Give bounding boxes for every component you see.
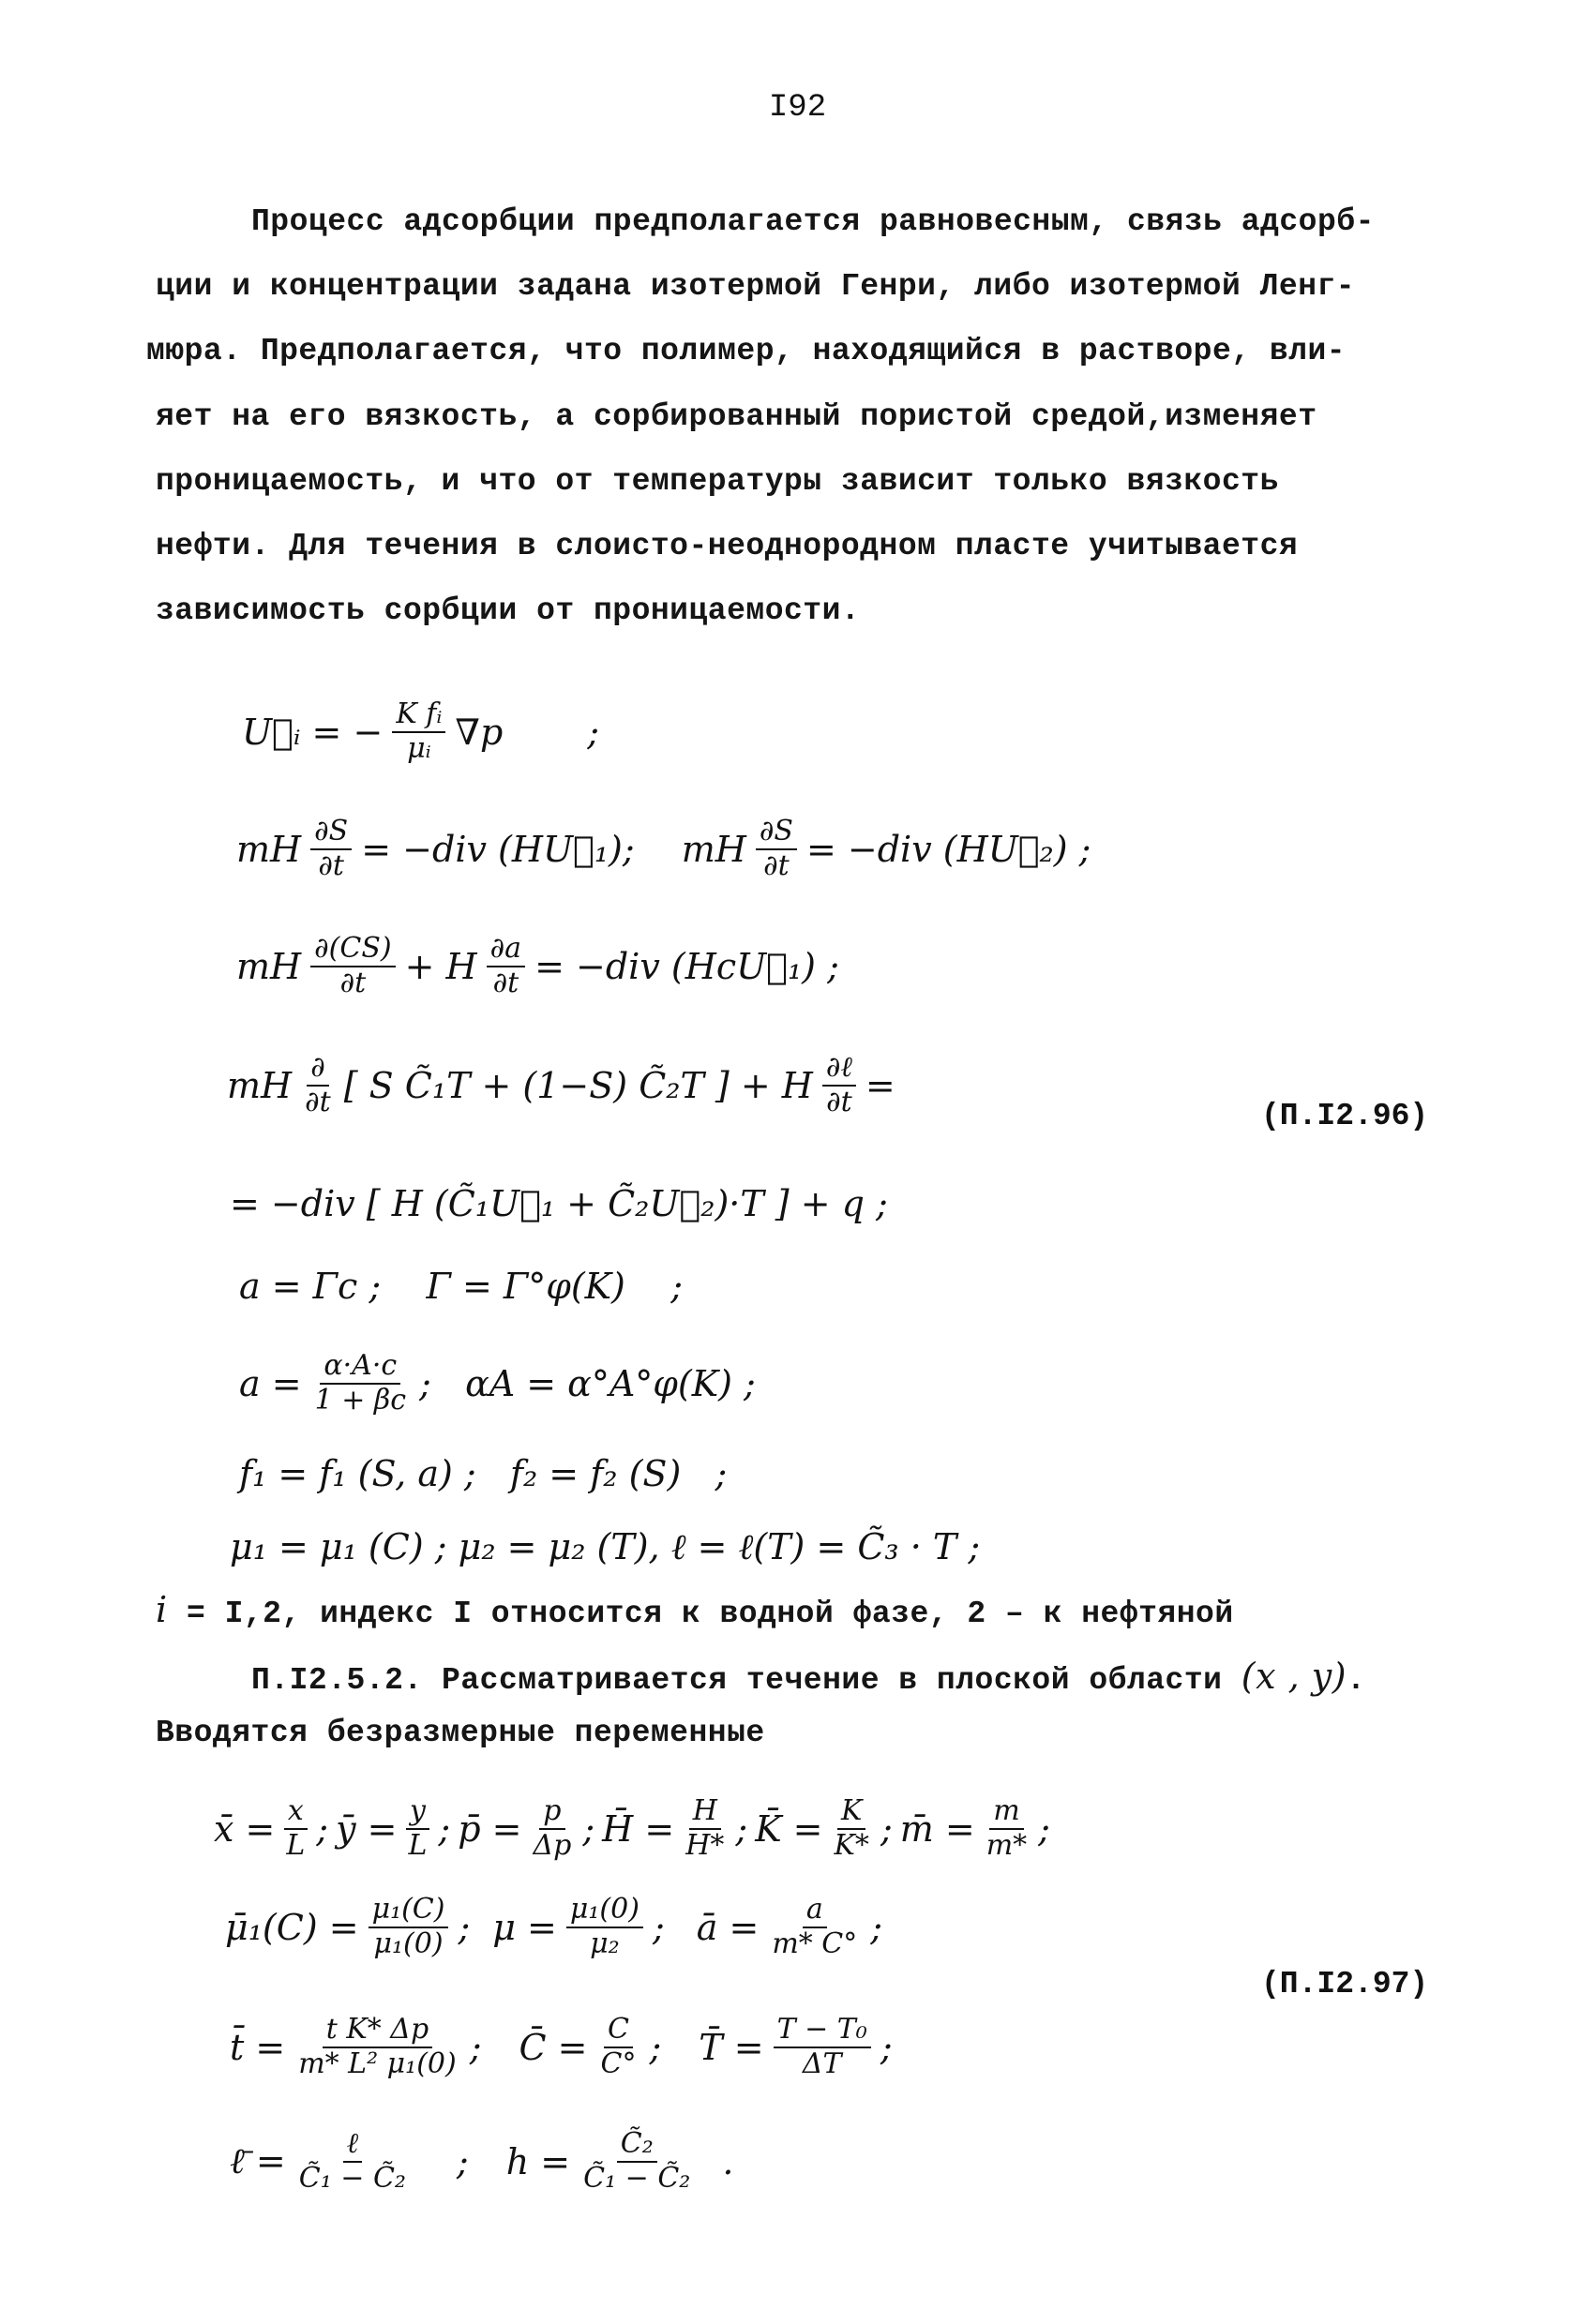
paragraph-line-7: зависимость сорбции от проницаемости. [156,593,861,628]
var-lhs: K̄ = [755,1807,823,1850]
paragraph-line-6: нефти. Для течения в слоисто-неоднородном пласте учитывается [156,529,1299,563]
var-lhs: t̄ = [230,2026,286,2068]
fraction: $\frac{y}{L}$ [404,1795,430,1862]
sep: ; [735,1807,748,1850]
equation-polymer [236,933,839,999]
intro-line: Вводятся безразмерные переменные [156,1716,765,1750]
fraction: $\frac{\text{μ₁(C)}}{\text{μ₁(0)}}$ [369,1894,449,1960]
eq-lhs-2: mH [681,828,746,870]
fraction: $\frac{\text{t K* Δp}}{\text{m* L² μ₁(0)}}$ [298,2013,457,2080]
eq-text: = −div [ H (C̃₁U⃗₁ + C̃₂U⃗₂)·T ] + q ; [230,1183,888,1224]
eq-text: a = Γc ; Γ = Γ°φ(K) ; [239,1266,683,1307]
equation-label-96: (П.I2.96) [1261,1099,1429,1133]
fraction: $\frac{\partial S}{\partial t}$ [756,816,797,882]
fraction: $\frac{\text{T − T₀}}{\Delta T}$ [774,2014,871,2080]
var-lhs: p̄ = [458,1807,522,1850]
index-note-text: = I,2, индекс I относится к водной фазе, 2 – к нефтяной [167,1597,1234,1631]
sep: ; [880,2026,893,2068]
dimensionless-row-2 [225,1894,882,1960]
equation-henry [239,1266,683,1307]
eq-rhs: ∇p [455,711,504,753]
section-line [251,1656,1365,1698]
page-number: I92 [768,90,827,126]
paragraph-line-5: проницаемость, и что от температуры зависит только вязкость [156,464,1279,499]
equation-energy-2 [230,1183,888,1224]
fraction: $\frac{K}{K*}$ [834,1794,869,1862]
eq-text: f₁ = f₁ (S, a) ; f₂ = f₂ (S) ; [239,1453,728,1494]
paragraph-line-2: ции и концентрации задана изотермой Генри, либо изотермой Ленг- [156,269,1356,304]
sep: ; [438,1807,451,1850]
eq-lhs: mH [236,828,302,870]
fraction: $\frac{\text{ℓ}}{\text{C̃₁ − C̃₂}}$ [298,2127,406,2195]
fraction: $\frac{p}{\Delta p}$ [533,1794,572,1862]
fraction: $\frac{\partial}{\partial t}$ [305,1051,331,1118]
fraction: $\frac{a}{m* C^\circ}$ [772,1893,858,1960]
equation-label-97: (П.I2.97) [1261,1967,1429,2002]
sep: ; [469,2026,482,2068]
fraction: $\frac{H}{H*}$ [685,1794,725,1862]
sep: ; [652,1906,665,1948]
fraction: $\frac{\partial(CS)}{\partial t}$ [310,933,395,999]
var-lhs: x̄ = [214,1807,276,1850]
sep: ; [458,1906,471,1948]
equation-langmuir [239,1350,756,1417]
dimensionless-row-4 [230,2128,733,2195]
eq-lhs: mH [227,1064,293,1106]
sep: ; [316,1807,329,1850]
eq-mid: + H [404,945,477,987]
var-lhs: C̄ = [519,2026,588,2068]
fraction: $\frac{\partial a}{\partial t}$ [487,933,525,999]
dimensionless-row-3 [230,2014,893,2080]
fraction: $\frac{\alpha\cdot A\cdot c}{1 + \beta c}$ [314,1349,407,1417]
sep: ; [870,1906,883,1948]
fraction: $\frac{\partial S}{\partial t}$ [310,816,352,882]
var-lhs: μ = [492,1906,557,1948]
eq-rhs: = −div (HU⃗₁); [361,828,635,870]
section-end: . [1347,1663,1366,1698]
var-lhs: m̄ = [899,1807,975,1850]
eq-lhs: a = [239,1362,302,1404]
dimensionless-row-1 [214,1795,1050,1862]
section-math: (x , y) [1241,1656,1347,1697]
var-lhs: T̄ = [699,2026,764,2068]
sep: . [722,2140,734,2182]
var-lhs: ℓ̄ = [230,2140,286,2182]
fraction: $\frac{x}{L}$ [282,1795,308,1862]
fraction: $\frac{\text{C̃₂}}{\text{C̃₁ − C̃₂}}$ [583,2127,691,2195]
paragraph-line-3: мюра. Предполагается, что полимер, находящийся в растворе, вли- [146,334,1347,368]
sep: ; [1038,1807,1050,1850]
fraction: $\frac{\text{μ₁(0)}}{\text{μ₂}}$ [566,1894,643,1960]
eq-end: ; [587,711,600,753]
var-lhs: ȳ = [336,1807,398,1850]
sep: ; [649,2026,662,2068]
eq-rhs: ; αA = α°A°φ(K) ; [419,1362,756,1404]
index-note [156,1589,1234,1631]
index-symbol: i [156,1589,168,1630]
eq-lhs: mH [236,945,302,987]
equation-saturation [236,816,1091,882]
sep: ; [582,1807,595,1850]
eq-lhs: U⃗ᵢ = − [242,711,384,753]
var-lhs: H̄ = [602,1807,675,1850]
eq-rhs-2: = −div (HU⃗₂) ; [805,828,1091,870]
sep: ; [456,2140,469,2182]
var-lhs: ā = [696,1906,760,1948]
fraction: $\frac{C}{C^\circ}$ [600,2013,637,2080]
section-text: П.I2.5.2. Рассматривается течение в плоской области [251,1663,1223,1698]
sep: ; [880,1807,893,1850]
eq-rhs: = −div (HcU⃗₁) ; [534,945,839,987]
fraction: $\frac{m}{m*}$ [986,1794,1028,1862]
eq-mid: [ S C̃₁T + (1−S) C̃₂T ] + H [343,1064,813,1106]
equation-darcy [242,698,599,765]
equation-relperm [239,1453,727,1494]
var-lhs: μ̄₁(C) = [225,1906,359,1948]
var-lhs: h = [505,2140,571,2182]
eq-text: μ₁ = μ₁ (C) ; μ₂ = μ₂ (T), ℓ = ℓ(T) = C̃₃ · T ; [230,1526,981,1567]
equation-viscosity [230,1526,980,1568]
paragraph-line-1: Процесс адсорбции предполагается равновесным, связь адсорб- [251,204,1375,239]
fraction: $\frac{\text{∂ℓ}}{\partial t}$ [822,1052,856,1118]
paragraph-line-4: яет на его вязкость, а сорбированный пористой средой,изменяет [156,399,1317,434]
fraction: $\frac{\text{K fᵢ}}{\text{μᵢ}}$ [392,698,445,765]
equation-energy-1 [227,1052,895,1118]
eq-rhs: = [865,1064,895,1106]
